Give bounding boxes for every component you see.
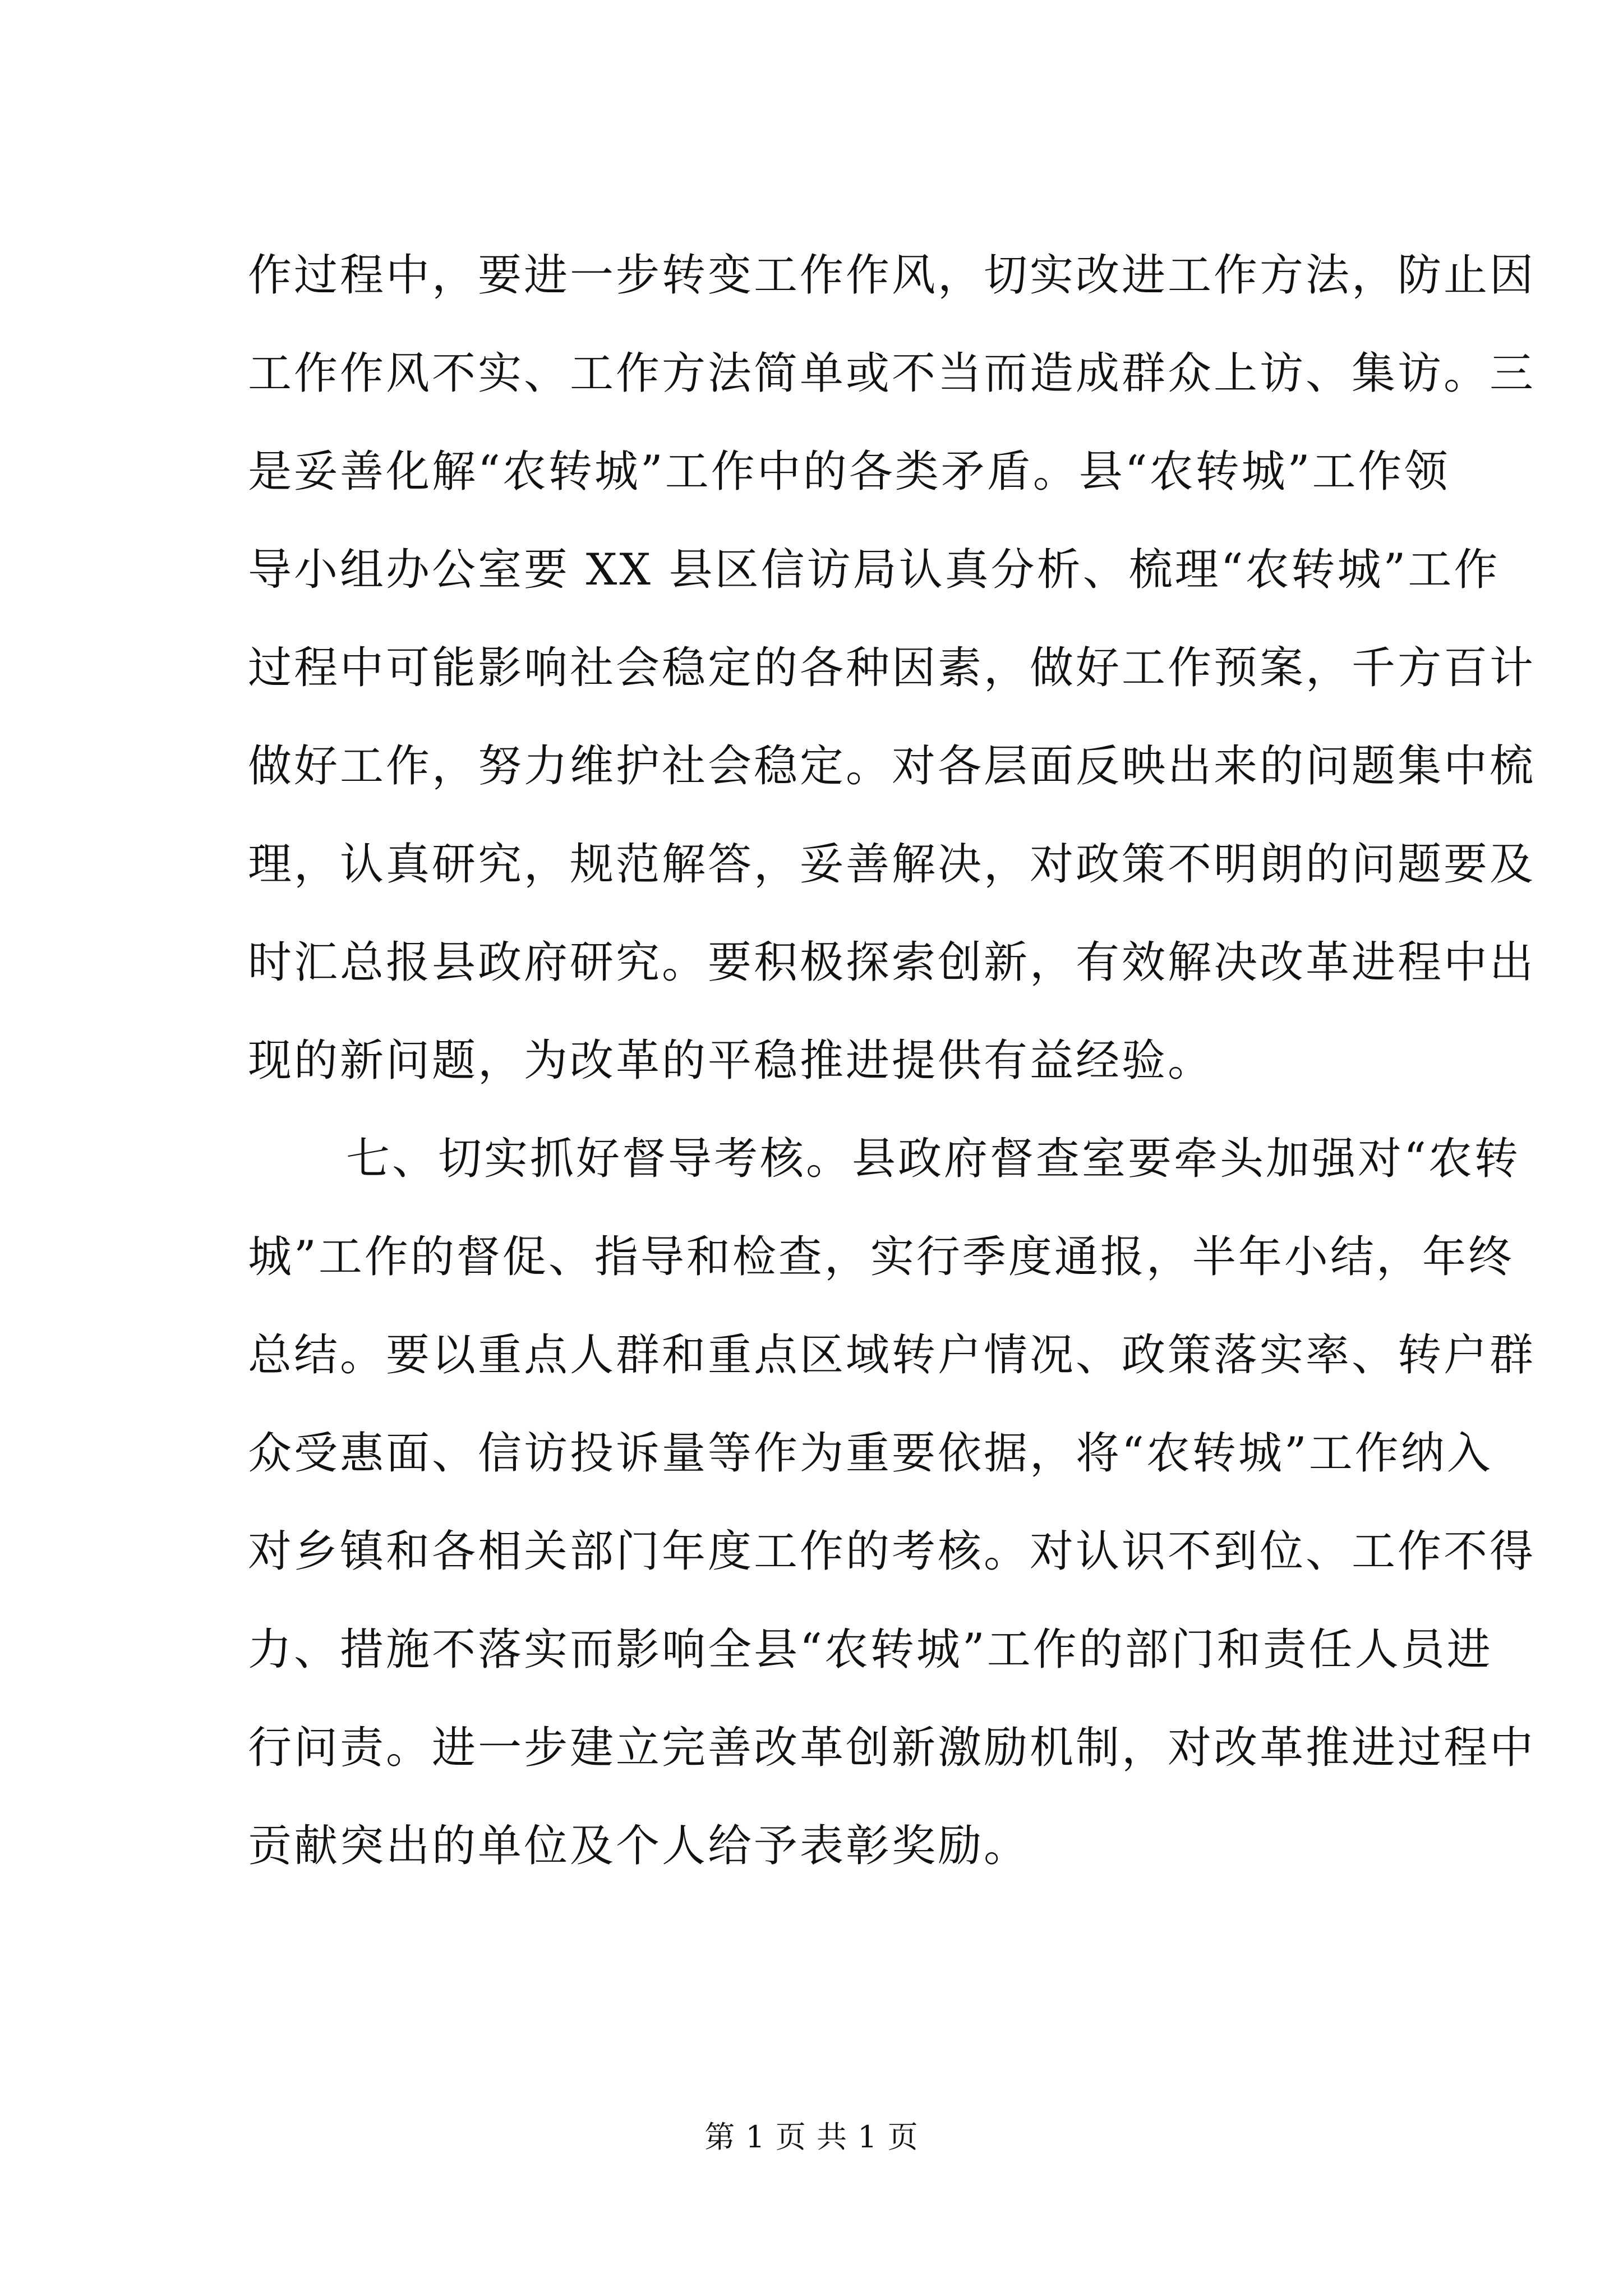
- text-line: 力、措施不落实而影响全县“农转城”工作的部门和责任人员进: [248, 1625, 1493, 1675]
- page-footer: [0, 2118, 1623, 2157]
- text-line: 做好工作，努力维护社会稳定。对各层面反映出来的问题集中梳: [248, 741, 1536, 792]
- text-line: 是妥善化解“农转城”工作中的各类矛盾。县“农转城”工作领: [248, 447, 1450, 497]
- text-line: 城”工作的督促、指导和检查，实行季度通报，半年小结，年终: [248, 1232, 1514, 1282]
- text-line: 理，认真研究，规范解答，妥善解决，对政策不明朗的问题要及: [248, 839, 1536, 890]
- text-line: 总结。要以重点人群和重点区域转户情况、政策落实率、转户群: [248, 1330, 1536, 1381]
- text-line: 时汇总报县政府研究。要积极探索创新，有效解决改革进程中出: [248, 937, 1536, 988]
- text-line: 众受惠面、信访投诉量等作为重要依据，将“农转城”工作纳入: [248, 1428, 1493, 1479]
- text-line: 作过程中，要进一步转变工作作风，切实改进工作方法，防止因: [248, 250, 1536, 301]
- paragraph-seven-first-line: 七、切实抓好督导考核。县政府督查室要牵头加强对“农转: [346, 1134, 1520, 1184]
- text-line: 对乡镇和各相关部门年度工作的考核。对认识不到位、工作不得: [248, 1526, 1536, 1577]
- text-line: 导小组办公室要 XX 县区信访局认真分析、梳理“农转城”工作: [248, 545, 1500, 595]
- text-line: 过程中可能影响社会稳定的各种因素，做好工作预案，千方百计: [248, 643, 1536, 693]
- document-body: [248, 247, 1536, 1916]
- text-line: 现的新问题，为改革的平稳推进提供有益经验。: [248, 1036, 1214, 1086]
- text-line: 贡献突出的单位及个人给予表彰奖励。: [248, 1821, 1030, 1871]
- page-number-label: 第 1 页 共 1 页: [704, 2119, 919, 2155]
- text-line: 工作作风不实、工作方法简单或不当而造成群众上访、集访。三: [248, 348, 1536, 399]
- text-line: 行问责。进一步建立完善改革创新激励机制，对改革推进过程中: [248, 1723, 1536, 1773]
